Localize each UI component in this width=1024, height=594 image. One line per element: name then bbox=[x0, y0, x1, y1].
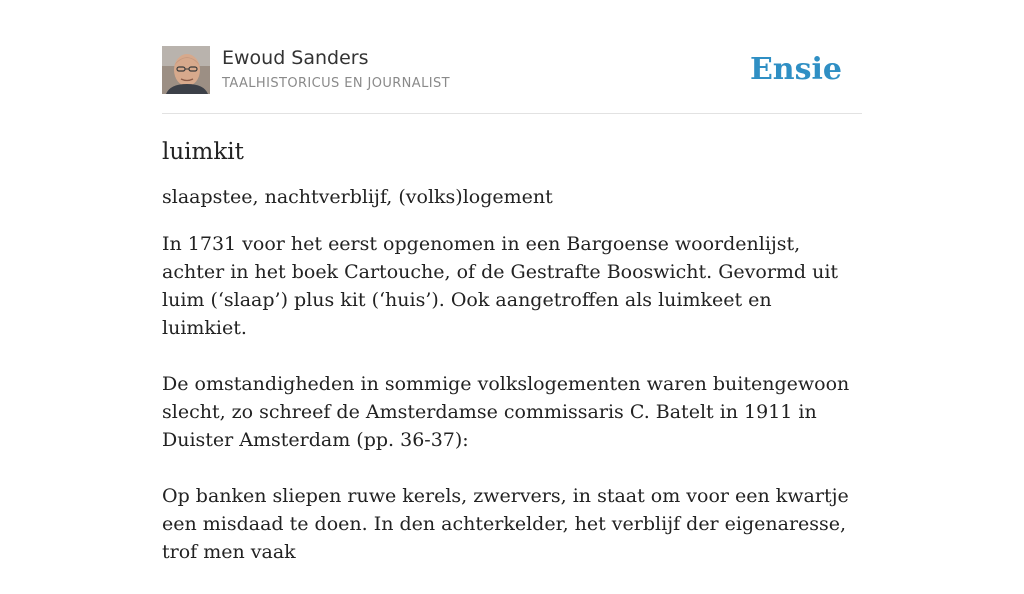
avatar-portrait-icon bbox=[162, 46, 210, 94]
header-divider bbox=[162, 113, 862, 114]
entry-paragraph: Op banken sliepen ruwe kerels, zwervers, in staat om voor een kwartje een misdaad te doen. In den achterkelder, het verblijf der eigenaresse, trof men vaak bbox=[162, 485, 849, 563]
entry-title: luimkit bbox=[162, 139, 244, 165]
author-avatar[interactable] bbox=[162, 46, 210, 94]
author-role: TAALHISTORICUS EN JOURNALIST bbox=[222, 76, 450, 91]
author-header bbox=[162, 46, 862, 96]
entry-paragraph: In 1731 voor het eerst opgenomen in een Bargoense woordenlijst, achter in het boek Cartouche, of de Gestrafte Booswicht. Gevormd uit luim (‘slaap’) plus kit (‘huis’). Ook aangetroffen als luimkeet en luimkiet. bbox=[162, 233, 839, 339]
entry-content bbox=[162, 135, 862, 594]
entry-definition: slaapstee, nachtverblijf, (volks)logement bbox=[162, 186, 553, 208]
author-name[interactable]: Ewoud Sanders bbox=[222, 47, 369, 69]
entry-paragraph: De omstandigheden in sommige volkslogementen waren buitengewoon slecht, zo schreef de Amsterdamse commissaris C. Batelt in 1911 in Duister Amsterdam (pp. 36-37): bbox=[162, 373, 850, 451]
ensie-logo-link[interactable]: Ensie bbox=[749, 52, 842, 87]
